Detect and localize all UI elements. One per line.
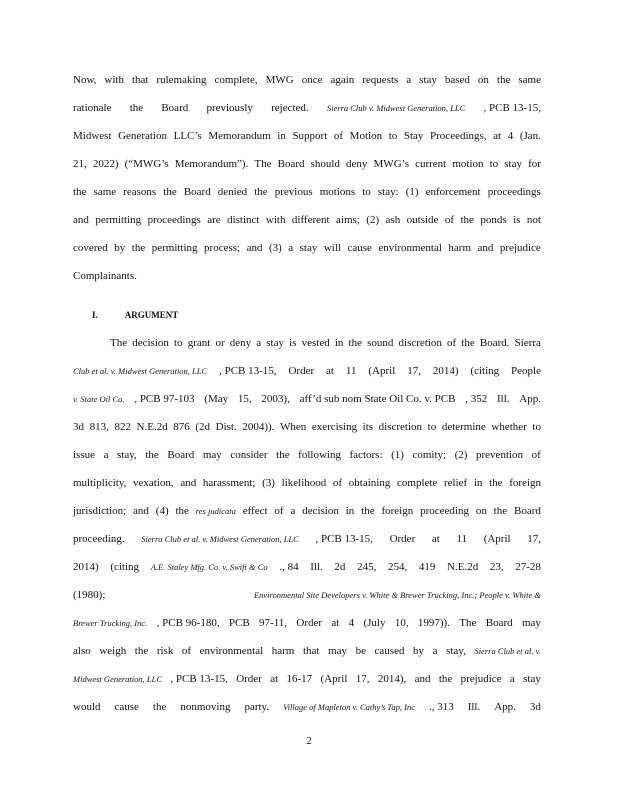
text-line [73, 644, 541, 658]
word: determine [441, 421, 486, 433]
word: may [328, 645, 347, 657]
word: are [207, 214, 221, 226]
word: prejudice [460, 673, 502, 685]
section-heading-text: ARGUMENT [124, 310, 179, 320]
word: discretion [378, 421, 423, 433]
word: decision [302, 505, 339, 517]
word: Board [167, 449, 195, 461]
word: effect [242, 505, 268, 517]
word: of [274, 505, 284, 517]
word: covered [73, 242, 108, 254]
word: to [532, 421, 541, 433]
word: a [432, 645, 438, 657]
text-line [73, 73, 541, 87]
page-number: 2 [306, 735, 312, 747]
word: party. [244, 701, 270, 713]
word: of [333, 130, 344, 142]
word: exercising [311, 421, 358, 433]
word: to [388, 130, 398, 142]
text-line [73, 448, 541, 462]
word: 3d [73, 421, 84, 433]
word: 2d [334, 561, 346, 573]
word: at [493, 130, 502, 142]
word: 254, [387, 561, 408, 573]
word: is [513, 214, 521, 226]
word: Memorandum [208, 130, 271, 142]
word: rejected. [271, 102, 309, 114]
word: and [180, 477, 197, 489]
word: sound [367, 337, 394, 349]
word: at [326, 365, 334, 377]
text-line [73, 504, 541, 518]
word: (July [363, 617, 386, 629]
word: Memorandum”). [174, 158, 249, 170]
word: cause [114, 701, 139, 713]
word: is [289, 337, 297, 349]
word: the [276, 449, 290, 461]
word: the [489, 477, 503, 489]
word: whether [491, 421, 527, 433]
word: Order [288, 365, 315, 377]
word: on [477, 74, 489, 86]
word: to [174, 337, 183, 349]
word: 10, [394, 617, 409, 629]
word: environmental [199, 645, 264, 657]
word: Board [183, 186, 211, 198]
word: outside [406, 214, 439, 226]
word: (2) [366, 214, 380, 226]
word: (May [204, 393, 229, 405]
word: 876 [173, 421, 190, 433]
word: and [477, 242, 494, 254]
word: Sierra Club et al. v. Midwest Generation, LLC [141, 534, 299, 544]
word: deny [346, 158, 368, 170]
word: PCB [228, 617, 250, 629]
word: may [202, 449, 222, 461]
word: Proceedings, [430, 130, 487, 142]
word: MWG’s [373, 158, 409, 170]
word: 21, [73, 158, 87, 170]
text-line [73, 700, 541, 714]
word: vexation, [133, 477, 174, 489]
word: in [334, 337, 344, 349]
word: (3) [268, 242, 282, 254]
word: in [345, 505, 355, 517]
word: prevention [476, 449, 524, 461]
word: distinct [227, 214, 260, 226]
word: the [163, 186, 177, 198]
word: Board [485, 617, 513, 629]
word: (2d [195, 421, 211, 433]
word: the [496, 74, 511, 86]
word: factors: [349, 449, 383, 461]
word: the [361, 505, 375, 517]
word: Order [296, 617, 323, 629]
word: Board [513, 505, 541, 517]
word: 2004)). [242, 421, 275, 433]
text-line [73, 157, 541, 171]
word: with [104, 74, 124, 86]
word: Complainants. [73, 270, 137, 282]
word: Stay [403, 130, 424, 142]
word: should [310, 158, 340, 170]
word: again [330, 74, 355, 86]
word: different [291, 214, 330, 226]
word: a [509, 673, 515, 685]
word: Club et al. v. Midwest Generation, LLC [73, 366, 208, 376]
word: 11 [345, 365, 357, 377]
word: permitting [151, 242, 198, 254]
word: stay [419, 74, 437, 86]
word: , PCB 13-15, [315, 533, 373, 545]
word: The [110, 337, 128, 349]
word: N.E.2d [136, 421, 168, 433]
word: the [175, 505, 189, 517]
word: prejudice [499, 242, 541, 254]
word: be [355, 645, 366, 657]
word: not [526, 214, 541, 226]
word: motions [319, 186, 356, 198]
word: following [298, 449, 341, 461]
word: harm [271, 645, 295, 657]
word: 97-11, [259, 617, 288, 629]
word: , PCB 13-15, [483, 102, 541, 114]
word: proceedings [487, 186, 541, 198]
word: obtaining [348, 477, 391, 489]
word: vested [301, 337, 330, 349]
word: 4 [507, 130, 514, 142]
word: A.E. Staley Mfg. Co. v. Swift & Co [150, 562, 268, 572]
word: MWG [265, 74, 294, 86]
word: ponds [480, 214, 507, 226]
word: of [332, 477, 343, 489]
word: (citing [110, 561, 140, 573]
word: denied [217, 186, 248, 198]
word: for [528, 158, 541, 170]
word: Board. [479, 337, 510, 349]
word: The [459, 617, 477, 629]
text-line [73, 269, 541, 283]
word: to [362, 186, 371, 198]
word: deny [229, 337, 252, 349]
word: complete, [214, 74, 258, 86]
word: 2003), [261, 393, 290, 405]
word: proceeding [420, 505, 469, 517]
text-line [73, 420, 541, 434]
word: grant [187, 337, 211, 349]
word: the [493, 505, 508, 517]
word: 2014), [377, 673, 407, 685]
word: Board [277, 158, 305, 170]
word: multiplicity, [73, 477, 127, 489]
word: Order [236, 673, 262, 685]
word: stay [504, 158, 522, 170]
word: at [431, 533, 440, 545]
word: will [323, 242, 341, 254]
text-line [73, 364, 541, 378]
word: 2022) [92, 158, 119, 170]
word: stay [266, 337, 285, 349]
word: the [73, 186, 87, 198]
word: proceeding. [73, 533, 125, 545]
word: that [302, 645, 320, 657]
word: N.E.2d [447, 561, 479, 573]
word: and [414, 673, 431, 685]
word: reasons [123, 186, 157, 198]
word: of [181, 645, 192, 657]
word: Sierra Club v. Midwest Generation, LLC [326, 103, 466, 113]
word: Order [389, 533, 416, 545]
word: v. State Oil Co. [73, 394, 125, 404]
word: res judicata [195, 506, 236, 516]
word: of [444, 214, 455, 226]
word: issue [73, 449, 95, 461]
word: consider [230, 449, 268, 461]
word: the [254, 186, 268, 198]
word: 15, [237, 393, 252, 405]
text-line [73, 616, 541, 630]
word: based [444, 74, 470, 86]
word: 2014) [432, 365, 459, 377]
word: Brewer Trucking, Inc. [73, 618, 148, 628]
word: (2) [454, 449, 468, 461]
word: Sierra Club et al. v. [474, 646, 541, 656]
word: of [531, 449, 541, 461]
word: environmental [378, 242, 442, 254]
text-line [73, 672, 541, 686]
word: , PCB 13-15, [219, 365, 277, 377]
word: The [254, 158, 272, 170]
word: likelihood [281, 477, 327, 489]
text-line [73, 392, 541, 406]
word: by [413, 645, 425, 657]
word: 822 [114, 421, 131, 433]
word: 17, [407, 365, 421, 377]
word: Ill. [496, 393, 510, 405]
word: proceedings [147, 214, 201, 226]
word: at [331, 617, 340, 629]
word: (3) [262, 477, 275, 489]
word: ., 313 [428, 701, 454, 713]
word: discretion [398, 337, 442, 349]
word: caused [374, 645, 405, 657]
word: on [475, 505, 487, 517]
word: Environmental Site Developers v. White & Brewer Trucking, Inc.; People v. White & [253, 590, 541, 600]
word: enforcement [425, 186, 481, 198]
word: weigh [99, 645, 127, 657]
word: Now, [73, 74, 97, 86]
word: to [489, 158, 499, 170]
word: by [114, 242, 126, 254]
word: the [129, 102, 144, 114]
word: risk [156, 645, 174, 657]
word: rationale [73, 102, 112, 114]
word: requests [362, 74, 399, 86]
word: nonmoving [180, 701, 231, 713]
word: the [145, 449, 159, 461]
word: 23, [489, 561, 504, 573]
word: rulemaking [156, 74, 207, 86]
word: 245, [357, 561, 377, 573]
word: previously [206, 102, 253, 114]
word: may [521, 617, 541, 629]
word: ., 84 [279, 561, 299, 573]
word: once [301, 74, 323, 86]
word: aims; [336, 214, 360, 226]
word: stay, [117, 449, 137, 461]
word: , PCB 13-15, [170, 673, 228, 685]
word: Ill. [467, 701, 481, 713]
word: the [131, 242, 146, 254]
word: When [280, 421, 307, 433]
text-line [73, 588, 541, 602]
word: ash [385, 214, 401, 226]
word: Generation [118, 130, 167, 142]
word: the [461, 337, 475, 349]
word: (citing [470, 365, 500, 377]
text-line [73, 532, 541, 546]
word: the [460, 214, 474, 226]
word: to [427, 421, 437, 433]
text-line [73, 129, 541, 143]
word: (April [320, 673, 348, 685]
text-line [73, 213, 541, 227]
word: would [73, 701, 101, 713]
section-heading-number: I. [92, 310, 98, 320]
word: (April [483, 533, 511, 545]
word: Dist. [215, 421, 237, 433]
word: harm [448, 242, 472, 254]
word: Motion [349, 130, 383, 142]
word: (Jan. [519, 130, 541, 142]
word: the [438, 673, 453, 685]
word: (1) [405, 186, 419, 198]
word: 2014) [73, 561, 99, 573]
word: and [73, 214, 89, 226]
word: its [362, 421, 374, 433]
word: motion [452, 158, 484, 170]
word: 4 [348, 617, 355, 629]
word: the [348, 337, 362, 349]
word: and [133, 505, 149, 517]
word: (1980); [73, 589, 106, 601]
word: same [93, 186, 117, 198]
word: , PCB 97-103 [134, 393, 195, 405]
word: 11 [456, 533, 468, 545]
word: stay [299, 242, 318, 254]
word: a [290, 505, 296, 517]
word: and [246, 242, 263, 254]
word: cause [347, 242, 372, 254]
word: Ill. [310, 561, 323, 573]
word: permitting [95, 214, 142, 226]
word: stay [523, 673, 541, 685]
word: People [511, 365, 541, 377]
word: relief [444, 477, 468, 489]
word: decision [132, 337, 169, 349]
word: (1) [391, 449, 404, 461]
text-line [73, 560, 541, 574]
word: a [103, 449, 109, 461]
word: LLC’s [173, 130, 202, 142]
word: a [288, 242, 294, 254]
word: with [265, 214, 286, 226]
word: complete [397, 477, 438, 489]
word: of [447, 337, 457, 349]
word: foreign [509, 477, 541, 489]
word: stay: [377, 186, 399, 198]
word: , PCB 96-180, [156, 617, 220, 629]
word: also [73, 645, 91, 657]
word: stay, [446, 645, 466, 657]
word: 3d [529, 701, 541, 713]
word: the [134, 645, 149, 657]
word: (4) [155, 505, 169, 517]
text-line [73, 241, 541, 255]
word: aff’d sub nom State Oil Co. v. PCB [299, 393, 456, 405]
word: at [270, 673, 279, 685]
word: 17, [355, 673, 370, 685]
text-line [73, 185, 541, 199]
word: in [473, 477, 483, 489]
word: a [406, 74, 412, 86]
word: 27-28 [515, 561, 541, 573]
text-line [110, 336, 541, 350]
word: Midwest Generation, LLC [73, 674, 163, 684]
word: comity; [412, 449, 447, 461]
word: , 352 [465, 393, 488, 405]
word: current [415, 158, 447, 170]
word: 419 [418, 561, 436, 573]
word: (“MWG’s [124, 158, 169, 170]
word: Village of Mapleton v. Cathy’s Tap, Inc [283, 702, 415, 712]
word: foreign [381, 505, 414, 517]
word: or [215, 337, 225, 349]
word: Board [161, 102, 189, 114]
text-line [73, 476, 541, 490]
text-line [73, 101, 541, 115]
word: a [256, 337, 262, 349]
word: in [277, 130, 286, 142]
word: that [131, 74, 149, 86]
word: jurisdiction; [73, 505, 127, 517]
word: the [152, 701, 167, 713]
word: harassment; [202, 477, 256, 489]
word: process; [204, 242, 241, 254]
word: Midwest [73, 130, 112, 142]
word: Support [292, 130, 328, 142]
word: 1997)). [417, 617, 450, 629]
word: previous [274, 186, 313, 198]
word: Sierra [514, 337, 541, 349]
word: (April [368, 365, 396, 377]
section-heading [92, 310, 178, 320]
word: same [518, 74, 541, 86]
word: 16-17 [286, 673, 313, 685]
word: App. [519, 393, 541, 405]
word: 17, [527, 533, 541, 545]
word: App. [494, 701, 516, 713]
word: 813, [89, 421, 109, 433]
